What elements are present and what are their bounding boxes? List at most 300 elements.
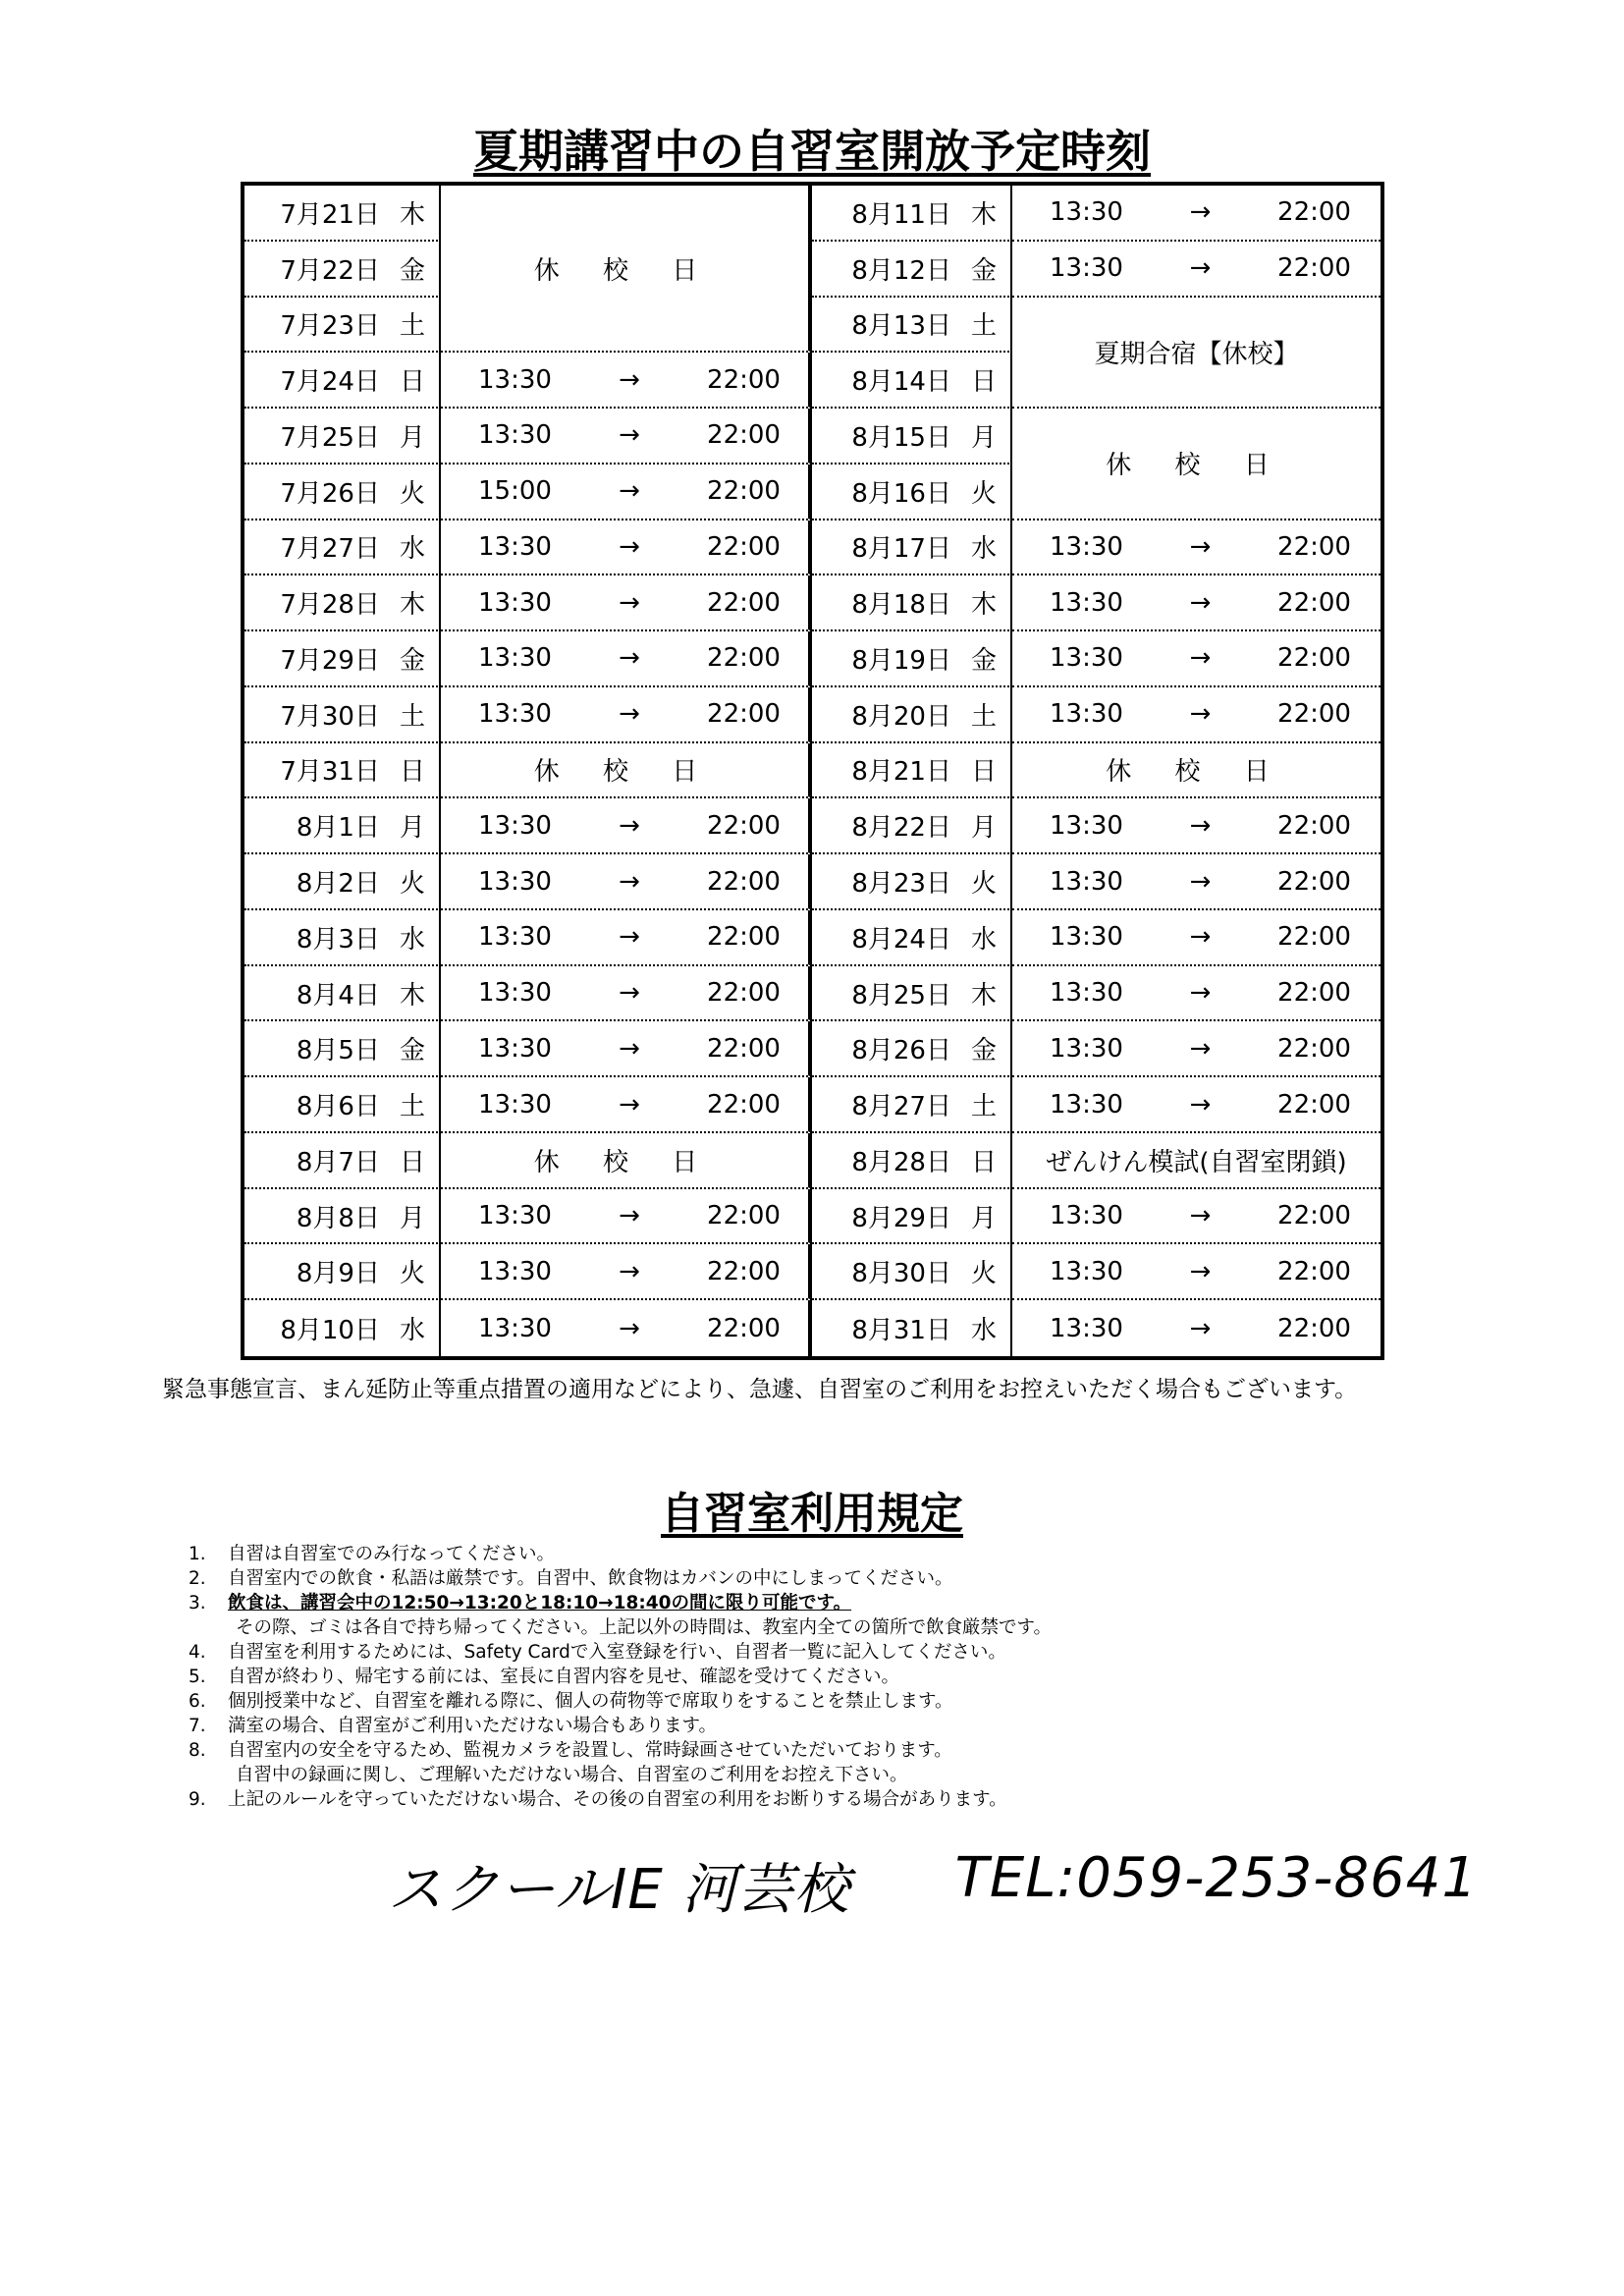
- status-text: 夏期合宿【休校】: [1094, 339, 1299, 369]
- close-time: 22:00: [707, 1256, 781, 1286]
- open-time: 13:30: [478, 364, 552, 395]
- right-date-cell: [812, 910, 1012, 966]
- rule-item: [189, 1542, 1465, 1566]
- weekday-label: 金: [399, 1036, 425, 1066]
- open-time: 13:30: [478, 699, 552, 730]
- rule-text: 自習が終わり、帰宅する前には、室長に自習内容を見せ、確認を受けてください。: [228, 1667, 899, 1687]
- close-time: 22:00: [707, 1033, 781, 1064]
- date-label: 8月24日: [851, 924, 951, 955]
- right-time-cell: [1012, 520, 1380, 576]
- close-time: 22:00: [707, 1201, 781, 1231]
- arrow-icon: →: [619, 922, 640, 953]
- right-date-cell: [812, 1133, 1012, 1189]
- open-time: 13:30: [478, 1033, 552, 1064]
- left-time-cell: [441, 520, 812, 576]
- weekday-label: 火: [399, 478, 425, 509]
- rule-text: その際、ゴミは各自で持ち帰ってください。上記以外の時間は、教室内全ての箇所で飲食厳禁です。: [236, 1617, 1053, 1638]
- date-label: 8月7日: [296, 1147, 380, 1177]
- arrow-icon: →: [619, 1089, 640, 1120]
- rule-item: [189, 1689, 1465, 1714]
- rule-number: 5.: [189, 1667, 206, 1687]
- status-text: 休 校 日: [533, 757, 716, 788]
- date-label: 8月15日: [851, 422, 951, 453]
- date-label: 8月25日: [851, 980, 951, 1011]
- right-status-cell: [1012, 743, 1380, 799]
- left-time-cell: [441, 1021, 812, 1077]
- rule-item: [189, 1591, 1465, 1615]
- rule-text: 自習室内の安全を守るため、監視カメラを設置し、常時録画させていただいております。: [228, 1740, 952, 1761]
- weekday-label: 火: [399, 1259, 425, 1289]
- right-date-cell: [812, 854, 1012, 910]
- date-label: 8月13日: [851, 311, 951, 342]
- date-label: 8月9日: [296, 1259, 380, 1289]
- weekday-label: 木: [399, 590, 425, 621]
- date-label: 7月30日: [280, 701, 380, 732]
- weekday-label: 月: [399, 1203, 425, 1233]
- close-time: 22:00: [1277, 1201, 1351, 1231]
- date-label: 8月20日: [851, 701, 951, 732]
- weekday-label: 日: [399, 757, 425, 788]
- open-time: 13:30: [1050, 643, 1123, 674]
- weekday-label: 金: [970, 1036, 997, 1066]
- open-time: 13:30: [1050, 1313, 1123, 1343]
- arrow-icon: →: [619, 643, 640, 674]
- close-time: 22:00: [1277, 587, 1351, 618]
- date-label: 8月4日: [296, 980, 380, 1011]
- left-date-cell: [244, 186, 441, 242]
- date-label: 8月6日: [296, 1092, 380, 1122]
- date-label: 8月30日: [851, 1259, 951, 1289]
- weekday-label: 日: [970, 367, 997, 398]
- right-date-cell: [812, 1077, 1012, 1133]
- right-date-cell: [812, 687, 1012, 743]
- left-date-cell: [244, 743, 441, 799]
- open-time: 13:30: [478, 810, 552, 841]
- close-time: 22:00: [707, 978, 781, 1009]
- left-date-cell: [244, 1021, 441, 1077]
- rule-number: 4.: [189, 1642, 206, 1663]
- rule-item: [189, 1738, 1465, 1763]
- left-date-cell: [244, 854, 441, 910]
- rule-number: 3.: [189, 1593, 206, 1613]
- weekday-label: 月: [970, 813, 997, 844]
- close-time: 22:00: [1277, 197, 1351, 228]
- weekday-label: 土: [970, 701, 997, 732]
- left-status-cell: [441, 1133, 812, 1189]
- arrow-icon: →: [1189, 197, 1212, 228]
- status-text: 休 校 日: [533, 255, 716, 286]
- open-time: 15:00: [478, 476, 552, 507]
- left-date-cell: [244, 298, 441, 354]
- date-label: 7月21日: [280, 199, 380, 230]
- arrow-icon: →: [1189, 1089, 1212, 1120]
- weekday-label: 土: [399, 701, 425, 732]
- arrow-icon: →: [619, 364, 640, 395]
- left-date-cell: [244, 1133, 441, 1189]
- arrow-icon: →: [1189, 531, 1212, 562]
- date-label: 8月3日: [296, 924, 380, 955]
- date-label: 8月12日: [851, 255, 951, 286]
- left-date-cell: [244, 798, 441, 854]
- rule-text: 自習は自習室でのみ行なってください。: [228, 1544, 556, 1564]
- left-status-cell: [441, 186, 812, 353]
- left-date-cell: [244, 353, 441, 409]
- date-label: 8月2日: [296, 869, 380, 900]
- right-date-cell: [812, 966, 1012, 1022]
- close-time: 22:00: [1277, 253, 1351, 284]
- arrow-icon: →: [619, 420, 640, 451]
- left-time-cell: [441, 910, 812, 966]
- rule-item: [189, 1640, 1465, 1665]
- right-time-cell: [1012, 966, 1380, 1022]
- arrow-icon: →: [619, 1201, 640, 1231]
- arrow-icon: →: [1189, 810, 1212, 841]
- open-time: 13:30: [1050, 1033, 1123, 1064]
- weekday-label: 水: [970, 1316, 997, 1346]
- right-date-cell: [812, 409, 1012, 465]
- right-status-cell: [1012, 409, 1380, 520]
- close-time: 22:00: [1277, 1256, 1351, 1286]
- close-time: 22:00: [707, 587, 781, 618]
- date-label: 8月26日: [851, 1036, 951, 1066]
- arrow-icon: →: [1189, 922, 1212, 953]
- date-label: 7月26日: [280, 478, 380, 509]
- close-time: 22:00: [707, 420, 781, 451]
- right-date-cell: [812, 1244, 1012, 1300]
- arrow-icon: →: [1189, 1256, 1212, 1286]
- right-date-cell: [812, 1189, 1012, 1245]
- date-label: 8月22日: [851, 813, 951, 844]
- weekday-label: 木: [970, 199, 997, 230]
- date-label: 8月23日: [851, 869, 951, 900]
- weekday-label: 日: [399, 1147, 425, 1177]
- arrow-icon: →: [1189, 253, 1212, 284]
- weekday-label: 日: [399, 367, 425, 398]
- left-date-cell: [244, 1189, 441, 1245]
- status-text: 休 校 日: [533, 1147, 716, 1177]
- arrow-icon: →: [619, 1033, 640, 1064]
- close-time: 22:00: [1277, 978, 1351, 1009]
- rules-title: 自習室利用規定: [661, 1489, 963, 1539]
- close-time: 22:00: [1277, 1089, 1351, 1120]
- weekday-label: 土: [399, 1092, 425, 1122]
- weekday-label: 金: [970, 255, 997, 286]
- right-time-cell: [1012, 1189, 1380, 1245]
- date-label: 8月18日: [851, 590, 951, 621]
- weekday-label: 金: [399, 255, 425, 286]
- left-time-cell: [441, 409, 812, 465]
- weekday-label: 月: [970, 1203, 997, 1233]
- weekday-label: 土: [970, 311, 997, 342]
- arrow-icon: →: [1189, 1033, 1212, 1064]
- open-time: 13:30: [478, 643, 552, 674]
- weekday-label: 木: [399, 980, 425, 1011]
- arrow-icon: →: [619, 866, 640, 897]
- weekday-label: 金: [399, 645, 425, 676]
- left-time-cell: [441, 687, 812, 743]
- weekday-label: 木: [970, 980, 997, 1011]
- date-label: 8月10日: [280, 1316, 380, 1346]
- date-label: 8月16日: [851, 478, 951, 509]
- left-time-cell: [441, 465, 812, 520]
- rule-item: [189, 1566, 1465, 1591]
- left-date-cell: [244, 1244, 441, 1300]
- left-date-cell: [244, 409, 441, 465]
- weekday-label: 月: [970, 422, 997, 453]
- right-time-cell: [1012, 687, 1380, 743]
- right-time-cell: [1012, 1077, 1380, 1133]
- open-time: 13:30: [478, 531, 552, 562]
- open-time: 13:30: [478, 1313, 552, 1343]
- open-time: 13:30: [478, 866, 552, 897]
- arrow-icon: →: [1189, 699, 1212, 730]
- date-label: 8月1日: [296, 813, 380, 844]
- left-time-cell: [441, 1077, 812, 1133]
- right-time-cell: [1012, 798, 1380, 854]
- right-date-cell: [812, 242, 1012, 298]
- rule-number: [189, 1763, 228, 1787]
- status-text: 休 校 日: [1106, 757, 1287, 788]
- close-time: 22:00: [1277, 810, 1351, 841]
- date-label: 7月29日: [280, 645, 380, 676]
- date-label: 7月24日: [280, 367, 380, 398]
- right-date-cell: [812, 575, 1012, 631]
- close-time: 22:00: [707, 1089, 781, 1120]
- weekday-label: 火: [399, 869, 425, 900]
- open-time: 13:30: [1050, 1256, 1123, 1286]
- close-time: 22:00: [707, 643, 781, 674]
- date-label: 8月31日: [851, 1316, 951, 1346]
- weekday-label: 水: [970, 924, 997, 955]
- close-time: 22:00: [707, 922, 781, 953]
- rule-text: 飲食は、講習会中の12:50→13:20と18:10→18:40の間に限り可能です。: [228, 1593, 852, 1613]
- footer: [388, 1846, 1478, 1925]
- rule-number: [189, 1615, 228, 1640]
- left-time-cell: [441, 631, 812, 687]
- left-time-cell: [441, 1189, 812, 1245]
- arrow-icon: →: [619, 1256, 640, 1286]
- arrow-icon: →: [1189, 587, 1212, 618]
- right-time-cell: [1012, 910, 1380, 966]
- weekday-label: 月: [399, 813, 425, 844]
- open-time: 13:30: [1050, 531, 1123, 562]
- date-label: 8月28日: [851, 1147, 951, 1177]
- left-date-cell: [244, 631, 441, 687]
- weekday-label: 金: [970, 645, 997, 676]
- left-date-cell: [244, 1077, 441, 1133]
- open-time: 13:30: [1050, 587, 1123, 618]
- rule-number: 9.: [189, 1789, 206, 1810]
- rule-text: 個別授業中など、自習室を離れる際に、個人の荷物等で席取りをすることを禁止します。: [228, 1691, 953, 1712]
- notice-text: 緊急事態宣言、まん延防止等重点措置の適用などにより、急遽、自習室のご利用をお控えいただく場合もございます。: [162, 1377, 1358, 1402]
- right-date-cell: [812, 520, 1012, 576]
- left-time-cell: [441, 353, 812, 409]
- close-time: 22:00: [707, 531, 781, 562]
- left-date-cell: [244, 575, 441, 631]
- right-date-cell: [812, 1021, 1012, 1077]
- date-label: 7月22日: [280, 255, 380, 286]
- right-time-cell: [1012, 186, 1380, 242]
- rule-text: 満室の場合、自習室がご利用いただけない場合もあります。: [228, 1716, 718, 1736]
- weekday-label: 月: [399, 422, 425, 453]
- weekday-label: 土: [970, 1092, 997, 1122]
- arrow-icon: →: [619, 531, 640, 562]
- left-date-cell: [244, 520, 441, 576]
- weekday-label: 水: [399, 534, 425, 565]
- rule-item: [189, 1615, 1465, 1640]
- open-time: 13:30: [1050, 1089, 1123, 1120]
- left-date-cell: [244, 1300, 441, 1356]
- rule-text: 上記のルールを守っていただけない場合、その後の自習室の利用をお断りする場合があります。: [228, 1789, 1007, 1810]
- arrow-icon: →: [619, 587, 640, 618]
- close-time: 22:00: [1277, 1033, 1351, 1064]
- left-date-cell: [244, 966, 441, 1022]
- open-time: 13:30: [1050, 922, 1123, 953]
- open-time: 13:30: [1050, 866, 1123, 897]
- weekday-label: 木: [970, 590, 997, 621]
- schedule-table: [241, 182, 1384, 1360]
- weekday-label: 日: [970, 1147, 997, 1177]
- open-time: 13:30: [478, 1201, 552, 1231]
- date-label: 7月28日: [280, 590, 380, 621]
- weekday-label: 日: [970, 757, 997, 788]
- left-date-cell: [244, 242, 441, 298]
- weekday-label: 水: [970, 534, 997, 565]
- right-date-cell: [812, 465, 1012, 520]
- rule-number: 8.: [189, 1740, 206, 1761]
- left-time-cell: [441, 575, 812, 631]
- rules-list: [189, 1542, 1465, 1812]
- page-title: 夏期講習中の自習室開放予定時刻: [473, 125, 1151, 178]
- close-time: 22:00: [707, 476, 781, 507]
- open-time: 13:30: [1050, 810, 1123, 841]
- date-label: 8月5日: [296, 1036, 380, 1066]
- right-time-cell: [1012, 242, 1380, 298]
- close-time: 22:00: [1277, 699, 1351, 730]
- right-time-cell: [1012, 1244, 1380, 1300]
- status-text: ぜんけん模試(自習室閉鎖): [1046, 1147, 1347, 1177]
- open-time: 13:30: [1050, 978, 1123, 1009]
- rule-number: 1.: [189, 1544, 206, 1564]
- date-label: 8月29日: [851, 1203, 951, 1233]
- left-time-cell: [441, 966, 812, 1022]
- date-label: 7月23日: [280, 311, 380, 342]
- rule-item: [189, 1763, 1465, 1787]
- right-status-cell: [1012, 1133, 1380, 1189]
- rule-text: 自習室を利用するためには、Safety Cardで入室登録を行い、自習者一覧に記入してください。: [228, 1642, 1006, 1663]
- right-time-cell: [1012, 1021, 1380, 1077]
- arrow-icon: →: [619, 476, 640, 507]
- weekday-label: 火: [970, 1259, 997, 1289]
- phone-number: TEL:059-253-8641: [954, 1846, 1478, 1910]
- left-time-cell: [441, 798, 812, 854]
- date-label: 8月19日: [851, 645, 951, 676]
- rule-text: 自習中の録画に関し、ご理解いただけない場合、自習室のご利用をお控え下さい。: [236, 1765, 908, 1785]
- arrow-icon: →: [1189, 643, 1212, 674]
- open-time: 13:30: [1050, 253, 1123, 284]
- rule-text: 自習室内での飲食・私語は厳禁です。自習中、飲食物はカバンの中にしまってください。: [228, 1568, 953, 1589]
- close-time: 22:00: [707, 866, 781, 897]
- date-label: 7月27日: [280, 534, 380, 565]
- open-time: 13:30: [478, 420, 552, 451]
- arrow-icon: →: [619, 699, 640, 730]
- close-time: 22:00: [707, 1313, 781, 1343]
- left-time-cell: [441, 1300, 812, 1356]
- rule-number: 6.: [189, 1691, 206, 1712]
- weekday-label: 土: [399, 311, 425, 342]
- close-time: 22:00: [1277, 643, 1351, 674]
- rule-number: 7.: [189, 1716, 206, 1736]
- arrow-icon: →: [1189, 866, 1212, 897]
- right-time-cell: [1012, 575, 1380, 631]
- open-time: 13:30: [1050, 1201, 1123, 1231]
- date-label: 8月11日: [851, 199, 951, 230]
- rule-number: 2.: [189, 1568, 206, 1589]
- open-time: 13:30: [1050, 699, 1123, 730]
- date-label: 8月21日: [851, 757, 951, 788]
- date-label: 8月14日: [851, 367, 951, 398]
- date-label: 8月8日: [296, 1203, 380, 1233]
- open-time: 13:30: [478, 922, 552, 953]
- right-date-cell: [812, 798, 1012, 854]
- left-time-cell: [441, 854, 812, 910]
- right-date-cell: [812, 298, 1012, 354]
- open-time: 13:30: [478, 1256, 552, 1286]
- arrow-icon: →: [619, 1313, 640, 1343]
- date-label: 7月25日: [280, 422, 380, 453]
- arrow-icon: →: [1189, 1201, 1212, 1231]
- right-time-cell: [1012, 631, 1380, 687]
- left-date-cell: [244, 687, 441, 743]
- close-time: 22:00: [707, 364, 781, 395]
- right-date-cell: [812, 631, 1012, 687]
- left-time-cell: [441, 1244, 812, 1300]
- school-name: スクールIE 河芸校: [388, 1858, 850, 1922]
- left-date-cell: [244, 910, 441, 966]
- date-label: 7月31日: [280, 757, 380, 788]
- arrow-icon: →: [1189, 1313, 1212, 1343]
- right-time-cell: [1012, 854, 1380, 910]
- close-time: 22:00: [1277, 866, 1351, 897]
- weekday-label: 水: [399, 924, 425, 955]
- weekday-label: 火: [970, 478, 997, 509]
- rule-item: [189, 1787, 1465, 1812]
- open-time: 13:30: [478, 587, 552, 618]
- left-date-cell: [244, 465, 441, 520]
- arrow-icon: →: [619, 810, 640, 841]
- arrow-icon: →: [1189, 978, 1212, 1009]
- arrow-icon: →: [619, 978, 640, 1009]
- date-label: 8月17日: [851, 534, 951, 565]
- close-time: 22:00: [1277, 531, 1351, 562]
- left-status-cell: [441, 743, 812, 799]
- open-time: 13:30: [1050, 197, 1123, 228]
- right-date-cell: [812, 1300, 1012, 1356]
- right-time-cell: [1012, 1300, 1380, 1356]
- open-time: 13:30: [478, 1089, 552, 1120]
- right-status-cell: [1012, 298, 1380, 410]
- close-time: 22:00: [707, 699, 781, 730]
- close-time: 22:00: [1277, 1313, 1351, 1343]
- weekday-label: 木: [399, 199, 425, 230]
- close-time: 22:00: [707, 810, 781, 841]
- status-text: 休 校 日: [1106, 451, 1287, 481]
- rule-item: [189, 1665, 1465, 1689]
- right-date-cell: [812, 186, 1012, 242]
- date-label: 8月27日: [851, 1092, 951, 1122]
- right-date-cell: [812, 743, 1012, 799]
- weekday-label: 火: [970, 869, 997, 900]
